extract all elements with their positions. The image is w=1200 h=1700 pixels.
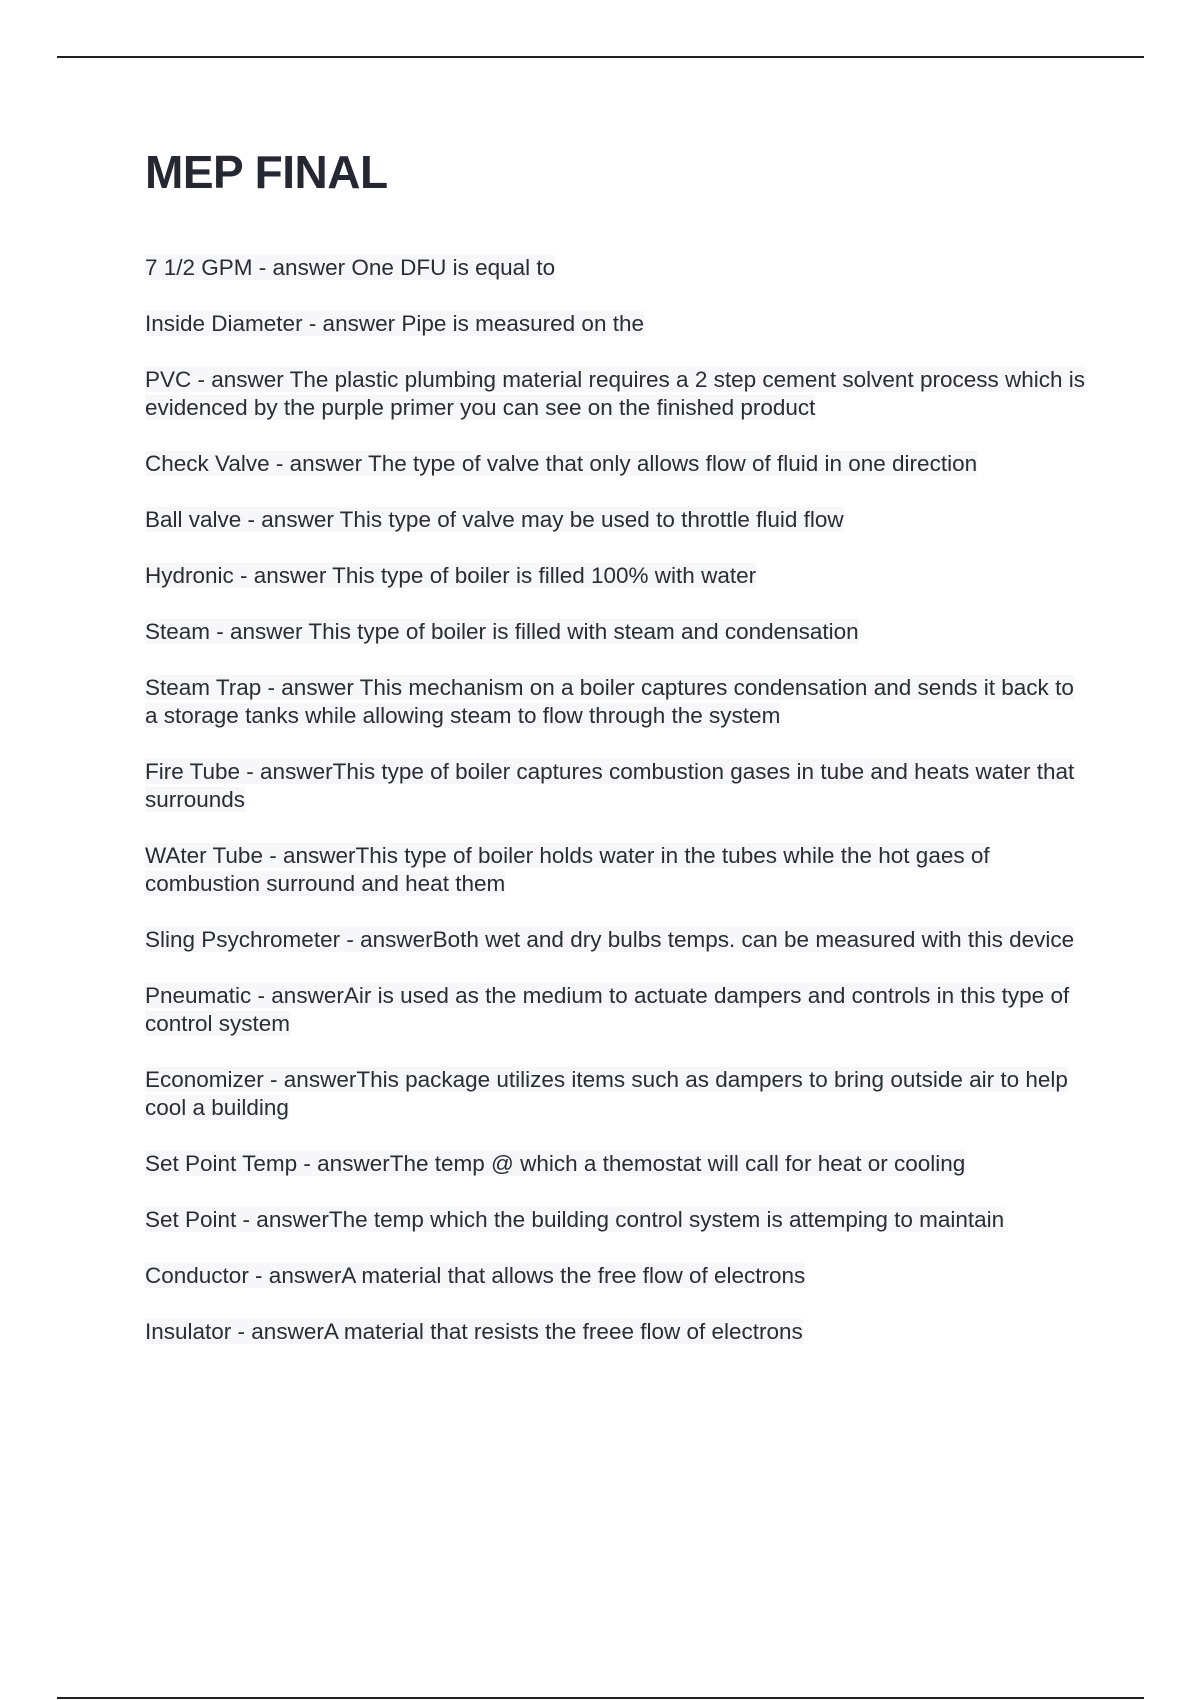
qa-item xyxy=(145,842,1090,898)
qa-item xyxy=(145,1318,1090,1346)
qa-text: PVC - answer The plastic plumbing material requires a 2 step cement solvent process which is evidenced by the purple primer you can see on the finished product xyxy=(145,367,1086,420)
qa-item xyxy=(145,1262,1090,1290)
qa-text: Insulator - answerA material that resists the freee flow of electrons xyxy=(145,1319,803,1344)
qa-text: Steam Trap - answer This mechanism on a boiler captures condensation and sends it back to a storage tanks while allowing steam to flow through the system xyxy=(145,675,1074,728)
qa-item xyxy=(145,506,1090,534)
qa-text: Ball valve - answer This type of valve may be used to throttle fluid flow xyxy=(145,507,844,532)
qa-item xyxy=(145,1206,1090,1234)
document-body xyxy=(145,140,1090,1374)
qa-text: Conductor - answerA material that allows the free flow of electrons xyxy=(145,1263,806,1288)
qa-item xyxy=(145,618,1090,646)
qa-item xyxy=(145,674,1090,730)
qa-text: Hydronic - answer This type of boiler is filled 100% with water xyxy=(145,563,757,588)
qa-text: Economizer - answerThis package utilizes items such as dampers to bring outside air to help cool a building xyxy=(145,1067,1068,1120)
qa-item xyxy=(145,1150,1090,1178)
qa-item xyxy=(145,926,1090,954)
qa-text: Fire Tube - answerThis type of boiler captures combustion gases in tube and heats water that surrounds xyxy=(145,759,1075,812)
qa-list xyxy=(145,254,1090,1346)
qa-item xyxy=(145,450,1090,478)
qa-text: Check Valve - answer The type of valve that only allows flow of fluid in one direction xyxy=(145,451,978,476)
qa-text: Steam - answer This type of boiler is filled with steam and condensation xyxy=(145,619,859,644)
qa-text: Set Point - answerThe temp which the building control system is attemping to maintain xyxy=(145,1207,1005,1232)
bottom-divider xyxy=(57,1697,1144,1699)
document-title: MEP FINAL xyxy=(145,146,388,198)
qa-item xyxy=(145,310,1090,338)
qa-item xyxy=(145,254,1090,282)
qa-item xyxy=(145,562,1090,590)
qa-item xyxy=(145,982,1090,1038)
qa-item xyxy=(145,758,1090,814)
qa-text: Inside Diameter - answer Pipe is measured on the xyxy=(145,311,644,336)
qa-text: 7 1/2 GPM - answer One DFU is equal to xyxy=(145,255,556,280)
qa-text: Set Point Temp - answerThe temp @ which a themostat will call for heat or cooling xyxy=(145,1151,966,1176)
qa-item xyxy=(145,1066,1090,1122)
qa-text: Sling Psychrometer - answerBoth wet and dry bulbs temps. can be measured with this device xyxy=(145,927,1075,952)
qa-text: Pneumatic - answerAir is used as the medium to actuate dampers and controls in this type of control system xyxy=(145,983,1070,1036)
top-divider xyxy=(57,56,1144,58)
qa-item xyxy=(145,366,1090,422)
qa-text: WAter Tube - answerThis type of boiler holds water in the tubes while the hot gaes of combustion surround and heat them xyxy=(145,843,990,896)
